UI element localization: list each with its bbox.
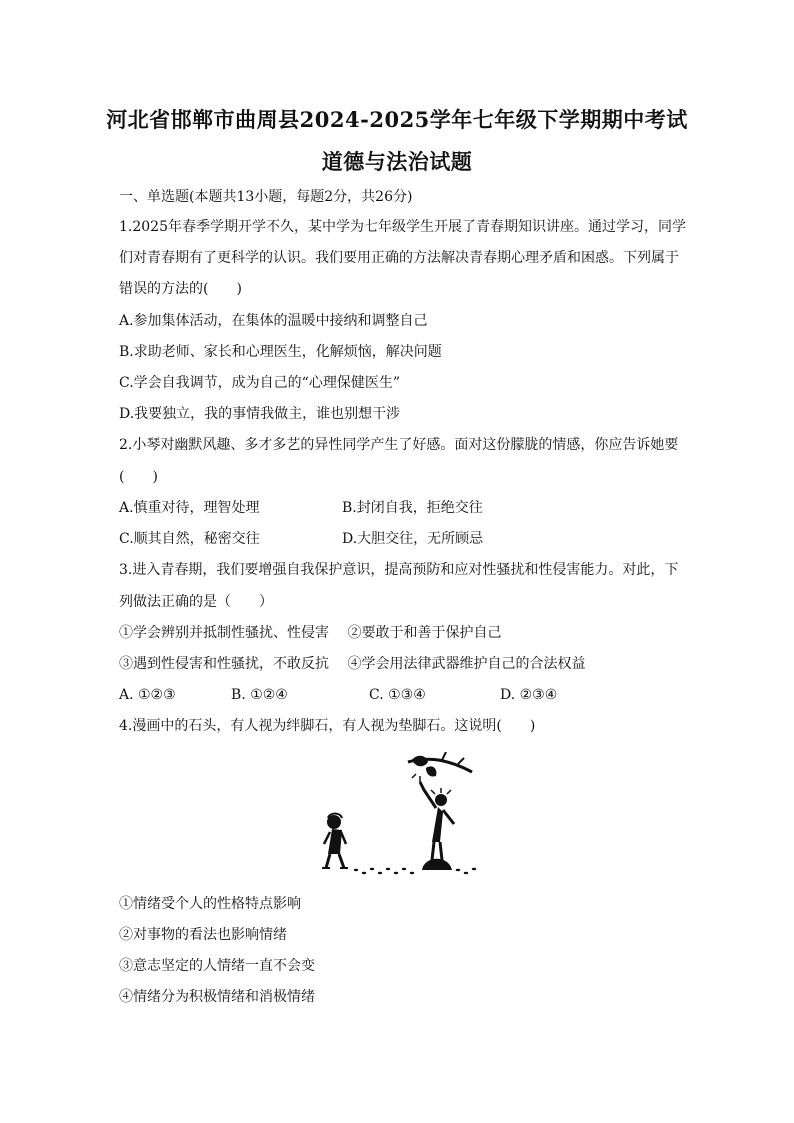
q4-statement-1: ①情绪受个人的性格特点影响 (119, 896, 301, 912)
q3-stem-line1: 3.进入青春期，我们要增强自我保护意识，提高预防和应对性骚扰和性侵害能力。对此，下 (119, 562, 679, 578)
exam-subtitle: 道德与法治试题 (321, 149, 473, 174)
q3-option-d: D. ②③④ (500, 687, 558, 703)
q1-stem-line2: 们对青春期有了更科学的认识。我们要用正确的方法解决青春期心理矛盾和困惑。下列属于 (119, 250, 679, 266)
q4-statement-2: ②对事物的看法也影响情绪 (119, 927, 287, 943)
q1-stem-line3: 错误的方法的( ) (119, 281, 242, 297)
q2-option-a: A.慎重对待，理智处理 (119, 500, 260, 516)
q3-statements-line2: ③遇到性侵害和性骚扰，不敢反抗 ④学会用法律武器维护自己的合法权益 (119, 656, 586, 672)
stone-cartoon-illustration (312, 752, 482, 880)
q1-option-c: C.学会自我调节，成为自己的“心理保健医生” (119, 375, 400, 391)
q3-statements-line1: ①学会辨别并抵制性骚扰、性侵害 ②要敢于和善于保护自己 (119, 625, 502, 641)
q3-option-a: A. ①②③ (119, 687, 176, 703)
q3-option-c: C. ①③④ (369, 687, 426, 703)
exam-title: 河北省邯郸市曲周县2024-2025学年七年级下学期期中考试 (106, 107, 688, 132)
q4-statement-3: ③意志坚定的人情绪一直不会变 (119, 958, 315, 974)
q2-stem-line1: 2.小琴对幽默风趣、多才多艺的异性同学产生了好感。面对这份朦胧的情感，你应告诉她要 (119, 437, 679, 453)
q3-option-b: B. ①②④ (231, 687, 288, 703)
q1-option-b: B.求助老师、家长和心理医生，化解烦恼，解决问题 (119, 344, 442, 360)
q2-option-b: B.封闭自我，拒绝交往 (342, 500, 483, 516)
q1-option-a: A.参加集体活动，在集体的温暖中接纳和调整自己 (119, 313, 428, 329)
q2-option-c: C.顺其自然，秘密交往 (119, 531, 260, 547)
q3-stem-line2: 列做法正确的是（ ） (119, 594, 273, 610)
q1-stem-line1: 1.2025年春季学期开学不久，某中学为七年级学生开展了青春期知识讲座。通过学习，同学 (119, 219, 686, 235)
q4-stem: 4.漫画中的石头，有人视为绊脚石，有人视为垫脚石。这说明( ) (119, 718, 536, 734)
q2-stem-line2: ( ) (119, 469, 158, 485)
q2-option-d: D.大胆交往，无所顾忌 (342, 531, 484, 547)
q1-option-d: D.我要独立，我的事情我做主，谁也别想干涉 (119, 406, 401, 422)
section-heading: 一、单选题(本题共13小题，每题2分，共26分) (119, 189, 413, 205)
q4-statement-4: ④情绪分为积极情绪和消极情绪 (119, 989, 315, 1005)
